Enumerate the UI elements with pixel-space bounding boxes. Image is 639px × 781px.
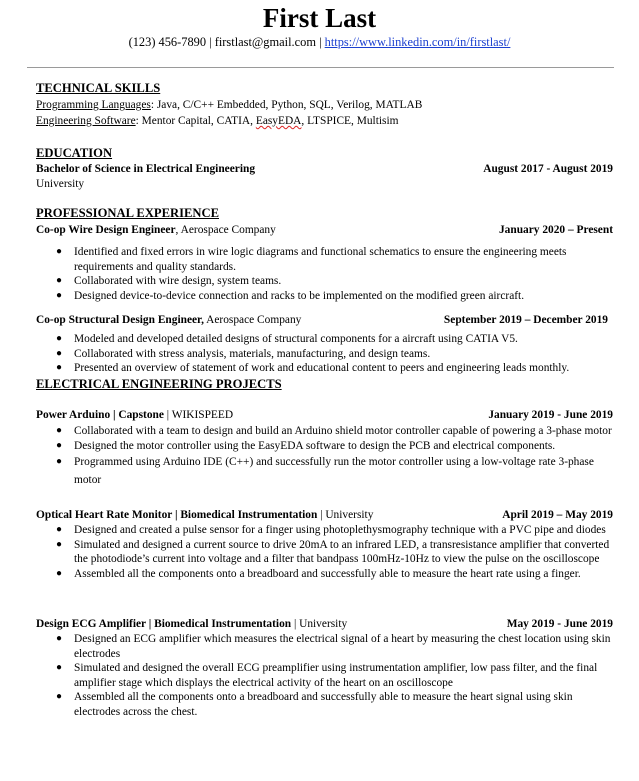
job-company: , Aerospace Company [175, 224, 276, 236]
list-item: ● Simulated and designed a current source to drive 20mA to an infrared LED, a transresistance amplifier that converted the photodiode’s current into voltage and a filter that bandpass 100mHz-10Hz to view the pulse on the oscilloscope [56, 538, 610, 566]
skills-software [36, 114, 398, 129]
project-dates: April 2019 – May 2019 [502, 509, 613, 521]
header-divider [27, 67, 614, 68]
job-role: Co-op Wire Design Engineer [36, 224, 176, 236]
project-heading [36, 508, 373, 523]
bullet-icon: ● [56, 275, 63, 287]
list-item: ● Collaborated with a team to design and build an Arduino shield motor controller capable of powering a 3-phase motor [56, 425, 612, 437]
list-item: ● Programmed using Arduino IDE (C++) and successfully run the motor controller using a low-voltage rate 3-phase motor [56, 453, 614, 489]
project-bullets [56, 632, 614, 720]
job-dates: September 2019 – December 2019 [443, 314, 608, 326]
separator: | [206, 35, 215, 49]
list-item: ● Assembled all the components onto a breadboard and successfully able to measure the heart rate using a finger. [56, 567, 581, 580]
bullet-icon: ● [56, 425, 63, 436]
bullet-icon: ● [56, 524, 63, 535]
contact-line [0, 35, 639, 49]
project-bullets [56, 424, 614, 489]
programming-label: Programming Languages [36, 99, 151, 111]
software-value-b: , LTSPICE, Multisim [301, 115, 399, 127]
project-bullets [56, 523, 614, 581]
project-title: Optical Heart Rate Monitor | Biomedical Instrumentation [36, 509, 318, 521]
list-item: ● Designed the motor controller using the EasyEDA software to design the PCB and electrical components. [56, 439, 556, 452]
bullet-icon: ● [56, 662, 63, 674]
email[interactable]: firstlast@gmail.com [214, 35, 316, 49]
list-item: ● Collaborated with stress analysis, materials, manufacturing, and design teams. [56, 347, 431, 360]
project-dates: May 2019 - June 2019 [506, 618, 613, 630]
section-title-education: EDUCATION [36, 146, 113, 160]
bullet-icon: ● [56, 633, 63, 644]
bullet-icon: ● [56, 456, 63, 468]
project-heading [36, 617, 347, 632]
skills-programming [36, 98, 422, 113]
education-dates: August 2017 - August 2019 [483, 163, 613, 175]
resume-name: First Last [262, 3, 377, 33]
job-role: Co-op Structural Design Engineer, [36, 314, 204, 326]
job-bullets [56, 245, 614, 303]
list-item: ● Designed device-to-device connection and racks to be implemented on the modified green aircraft. [56, 289, 525, 302]
project-org: | University [291, 618, 348, 630]
project-org: | WIKISPEED [163, 409, 234, 421]
job-bullets [56, 332, 614, 376]
bullet-icon: ● [56, 362, 63, 374]
list-item: ● Identified and fixed errors in wire logic diagrams and functional schematics to ensure the engineering meets requirements and quality standards. [56, 246, 567, 273]
job-heading [36, 223, 276, 238]
list-item: ● Designed and created a pulse sensor for a finger using photoplethysmography technique with a PVC pipe and diodes [56, 524, 606, 536]
software-label: Engineering Software [36, 115, 136, 127]
list-item: ● Modeled and developed detailed designs of structural components for a aircraft using CATIA V5. [56, 333, 518, 345]
list-item: ● Assembled all the components onto a breadboard and successfully able to measure the heart signal using skin electrodes across the chest. [56, 691, 573, 718]
project-org: | University [317, 509, 374, 521]
programming-value: : Java, C/C++ Embedded, Python, SQL, Verilog, MATLAB [150, 99, 423, 111]
bullet-icon: ● [56, 347, 63, 359]
job-heading [36, 313, 301, 328]
education-school: University [36, 178, 85, 190]
job-dates: January 2020 – Present [498, 224, 613, 236]
section-title-skills: TECHNICAL SKILLS [36, 81, 161, 95]
software-easyeda: EasyEDA [255, 115, 302, 127]
bullet-icon: ● [56, 691, 63, 703]
phone: (123) 456-7890 [128, 35, 207, 49]
bullet-icon: ● [56, 333, 63, 344]
education-degree: Bachelor of Science in Electrical Engineering [36, 163, 256, 175]
project-title: Power Arduino | Capstone [36, 409, 164, 421]
software-value-a: : Mentor Capital, CATIA, [135, 115, 256, 127]
project-title: Design ECG Amplifier | Biomedical Instrumentation [36, 618, 292, 630]
job-company: Aerospace Company [203, 314, 302, 326]
bullet-icon: ● [56, 289, 63, 301]
linkedin-link[interactable]: https://www.linkedin.com/in/firstlast/ [324, 35, 511, 49]
section-title-projects: ELECTRICAL ENGINEERING PROJECTS [36, 377, 282, 391]
bullet-icon: ● [56, 567, 63, 579]
bullet-icon: ● [56, 439, 63, 451]
separator: | [315, 35, 325, 49]
bullet-icon: ● [56, 246, 63, 257]
list-item: ● Collaborated with wire design, system teams. [56, 275, 282, 288]
section-title-experience: PROFESSIONAL EXPERIENCE [36, 206, 219, 220]
list-item: ● Designed an ECG amplifier which measures the electrical signal of a heart by measuring the chest location using skin electrodes [56, 633, 611, 660]
project-heading [36, 408, 233, 423]
bullet-icon: ● [56, 538, 63, 550]
project-dates: January 2019 - June 2019 [488, 409, 613, 421]
list-item: ● Simulated and designed the overall ECG preamplifier using instrumentation amplifier, low pass filter, and the final amplifier stage which displays the electrical activity of the heart on an oscilloscope [56, 662, 598, 689]
list-item: ● Presented an overview of statement of work and educational content to peers and engineering leads monthly. [56, 362, 570, 375]
